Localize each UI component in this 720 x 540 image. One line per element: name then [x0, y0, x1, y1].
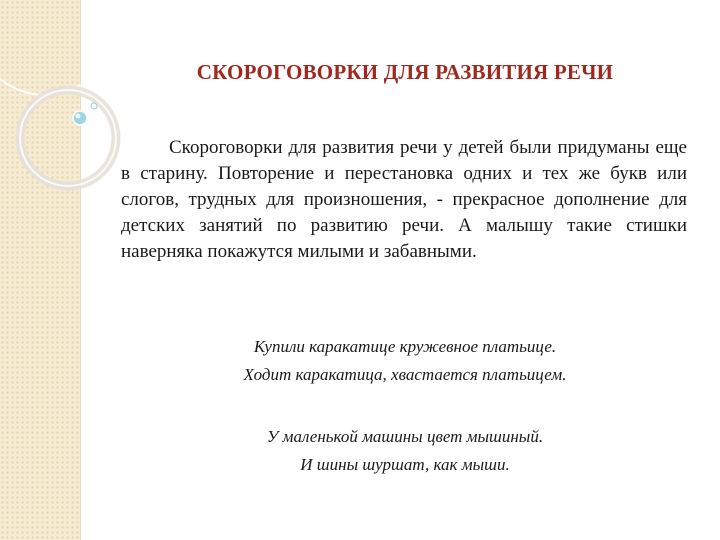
intro-paragraph: Скороговорки для развития речи у детей были придуманы еще в старину. Повторение и перестановка одних и тех же букв или слогов, трудных для произношения, - прекрасное дополнение для детских занятий по развитию речи. А малышу такие стишки наверняка покажутся милыми и забавными.: [121, 137, 687, 262]
tongue-twister-2-line-2: И шины шуршат, как мыши.: [300, 455, 510, 474]
tongue-twister-1-line-1: Купили каракатице кружевное платьице.: [253, 337, 557, 356]
tongue-twister-1-line-2: Ходит каракатица, хвастается платьицем.: [243, 365, 567, 384]
decorative-circles-icon: [0, 0, 120, 200]
slide-title: СКОРОГОВОРКИ ДЛЯ РАЗВИТИЯ РЕЧИ: [196, 60, 614, 84]
tongue-twister-2: [120, 423, 690, 479]
tongue-twister-2-line-1: У маленькой машины цвет мышиный.: [266, 427, 544, 446]
tongue-twister-1: [120, 333, 690, 389]
